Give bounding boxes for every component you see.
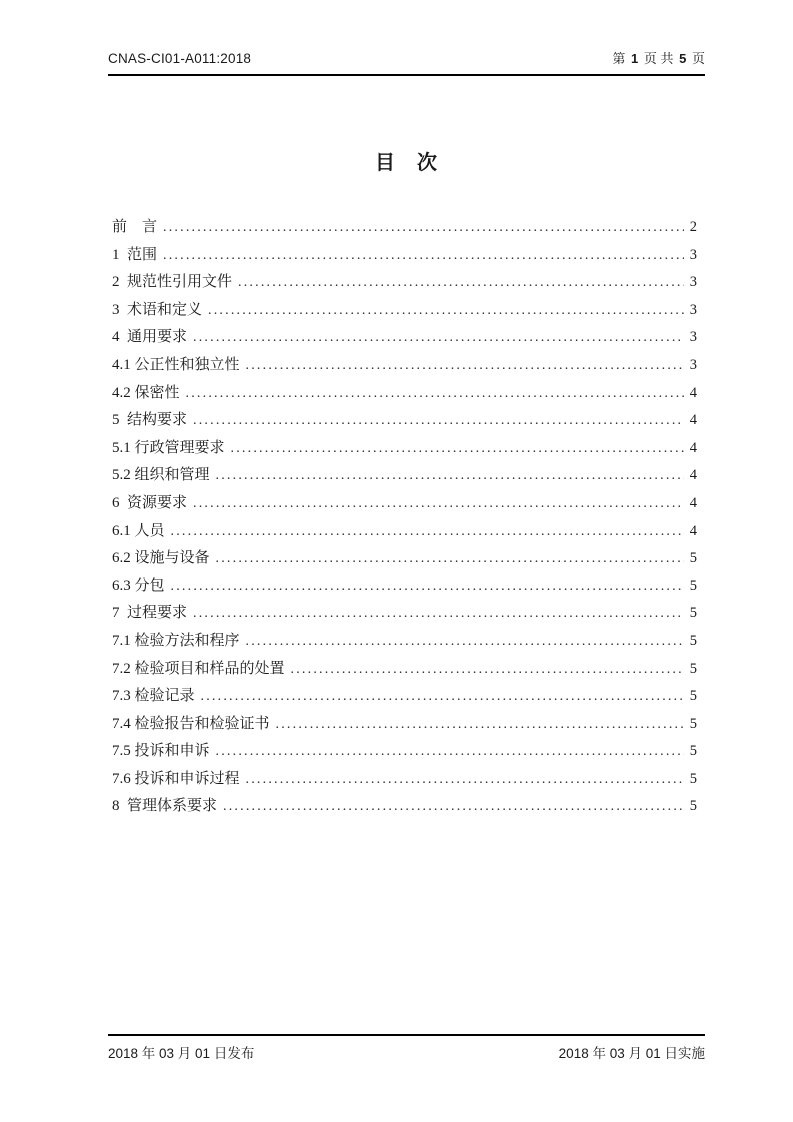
toc-entry bbox=[112, 793, 697, 821]
page-header bbox=[108, 48, 705, 76]
dot-leader bbox=[238, 269, 684, 297]
dot-leader bbox=[163, 214, 684, 242]
toc-entry bbox=[112, 600, 697, 628]
toc-entry-label: 7.5 投诉和申诉 bbox=[112, 743, 210, 760]
toc-entry bbox=[112, 518, 697, 546]
toc-entry-label: 前 言 bbox=[112, 219, 158, 235]
dot-leader bbox=[193, 324, 684, 352]
toc-entry bbox=[112, 628, 697, 656]
document-number: CNAS-CI01-A011:2018 bbox=[108, 51, 252, 66]
toc-entry-label: 6.3 分包 bbox=[112, 577, 165, 594]
implementation-date: 2018 年 03 月 01 日实施 bbox=[558, 1046, 705, 1061]
toc-entry-label: 5.1 行政管理要求 bbox=[112, 439, 225, 456]
toc-entry bbox=[112, 766, 697, 794]
table-of-contents bbox=[112, 214, 697, 821]
toc-entry-label: 7.6 投诉和申诉过程 bbox=[112, 770, 240, 787]
toc-entry bbox=[112, 242, 697, 270]
toc-entry-label: 7.2 检验项目和样品的处置 bbox=[112, 660, 285, 677]
toc-entry-label: 6.2 设施与设备 bbox=[112, 550, 210, 567]
toc-entry-label: 4 通用要求 bbox=[112, 329, 188, 346]
page-indicator-current: 1 bbox=[631, 51, 639, 66]
toc-entry-page-number: 5 bbox=[689, 770, 697, 787]
toc-entry-label: 7 过程要求 bbox=[112, 605, 188, 622]
toc-entry bbox=[112, 380, 697, 408]
toc-entry-label: 7.4 检验报告和检验证书 bbox=[112, 715, 270, 732]
toc-entry-page-number: 4 bbox=[689, 467, 697, 484]
page-footer bbox=[108, 1034, 705, 1062]
dot-leader bbox=[216, 462, 684, 490]
toc-entry-label: 4.1 公正性和独立性 bbox=[112, 356, 240, 373]
toc-entry bbox=[112, 656, 697, 684]
toc-entry bbox=[112, 711, 697, 739]
dot-leader bbox=[171, 518, 684, 546]
toc-entry-page-number: 5 bbox=[689, 632, 697, 649]
toc-entry bbox=[112, 545, 697, 573]
dot-leader bbox=[193, 490, 684, 518]
toc-entry-page-number: 5 bbox=[689, 743, 697, 760]
dot-leader bbox=[163, 242, 684, 270]
toc-entry bbox=[112, 214, 697, 242]
toc-entry-page-number: 5 bbox=[689, 550, 697, 567]
toc-entry-page-number: 5 bbox=[689, 798, 697, 815]
dot-leader bbox=[223, 793, 684, 821]
toc-entry-label: 4.2 保密性 bbox=[112, 384, 180, 401]
toc-entry-label: 6 资源要求 bbox=[112, 494, 188, 511]
toc-entry-page-number: 4 bbox=[689, 522, 697, 539]
toc-entry-page-number: 5 bbox=[689, 688, 697, 705]
page-indicator-suffix: 页 bbox=[691, 51, 705, 66]
toc-entry bbox=[112, 352, 697, 380]
dot-leader bbox=[231, 435, 684, 463]
page-title: 目 次 bbox=[375, 152, 438, 174]
toc-entry bbox=[112, 435, 697, 463]
dot-leader bbox=[193, 600, 684, 628]
toc-entry-page-number: 5 bbox=[689, 715, 697, 732]
page-indicator-prefix: 第 bbox=[612, 51, 626, 66]
toc-entry-page-number: 3 bbox=[689, 246, 697, 263]
page-indicator-total: 5 bbox=[679, 51, 687, 66]
toc-entry-label: 2 规范性引用文件 bbox=[112, 274, 233, 291]
dot-leader bbox=[216, 545, 684, 573]
page-indicator-middle: 页 共 bbox=[643, 51, 674, 66]
toc-entry bbox=[112, 269, 697, 297]
toc-entry bbox=[112, 573, 697, 601]
page-indicator bbox=[612, 48, 705, 67]
toc-entry bbox=[112, 490, 697, 518]
dot-leader bbox=[276, 711, 684, 739]
toc-entry bbox=[112, 683, 697, 711]
toc-entry-page-number: 3 bbox=[689, 274, 697, 291]
toc-entry-page-number: 4 bbox=[689, 412, 697, 429]
toc-entry-page-number: 3 bbox=[689, 301, 697, 318]
dot-leader bbox=[186, 380, 684, 408]
toc-entry bbox=[112, 324, 697, 352]
toc-entry-label: 5.2 组织和管理 bbox=[112, 467, 210, 484]
dot-leader bbox=[171, 573, 684, 601]
dot-leader bbox=[193, 407, 684, 435]
toc-entry-page-number: 4 bbox=[689, 494, 697, 511]
toc-entry-label: 3 术语和定义 bbox=[112, 301, 203, 318]
toc-entry-label: 6.1 人员 bbox=[112, 522, 165, 539]
toc-entry-label: 8 管理体系要求 bbox=[112, 798, 218, 815]
toc-entry-label: 7.1 检验方法和程序 bbox=[112, 632, 240, 649]
toc-entry-page-number: 5 bbox=[689, 660, 697, 677]
toc-entry-page-number: 4 bbox=[689, 384, 697, 401]
dot-leader bbox=[201, 683, 684, 711]
toc-entry bbox=[112, 297, 697, 325]
toc-entry-label: 5 结构要求 bbox=[112, 412, 188, 429]
dot-leader bbox=[208, 297, 684, 325]
dot-leader bbox=[291, 656, 684, 684]
toc-entry-label: 1 范围 bbox=[112, 246, 158, 263]
dot-leader bbox=[216, 738, 684, 766]
toc-entry-page-number: 2 bbox=[689, 219, 697, 235]
toc-entry bbox=[112, 462, 697, 490]
toc-entry bbox=[112, 738, 697, 766]
toc-entry-page-number: 5 bbox=[689, 577, 697, 594]
toc-entry-page-number: 3 bbox=[689, 329, 697, 346]
dot-leader bbox=[246, 766, 684, 794]
dot-leader bbox=[246, 628, 684, 656]
toc-entry-page-number: 5 bbox=[689, 605, 697, 622]
toc-entry-label: 7.3 检验记录 bbox=[112, 688, 195, 705]
dot-leader bbox=[246, 352, 684, 380]
toc-entry-page-number: 4 bbox=[689, 439, 697, 456]
toc-entry-page-number: 3 bbox=[689, 356, 697, 373]
issue-date: 2018 年 03 月 01 日发布 bbox=[108, 1046, 255, 1061]
toc-entry bbox=[112, 407, 697, 435]
